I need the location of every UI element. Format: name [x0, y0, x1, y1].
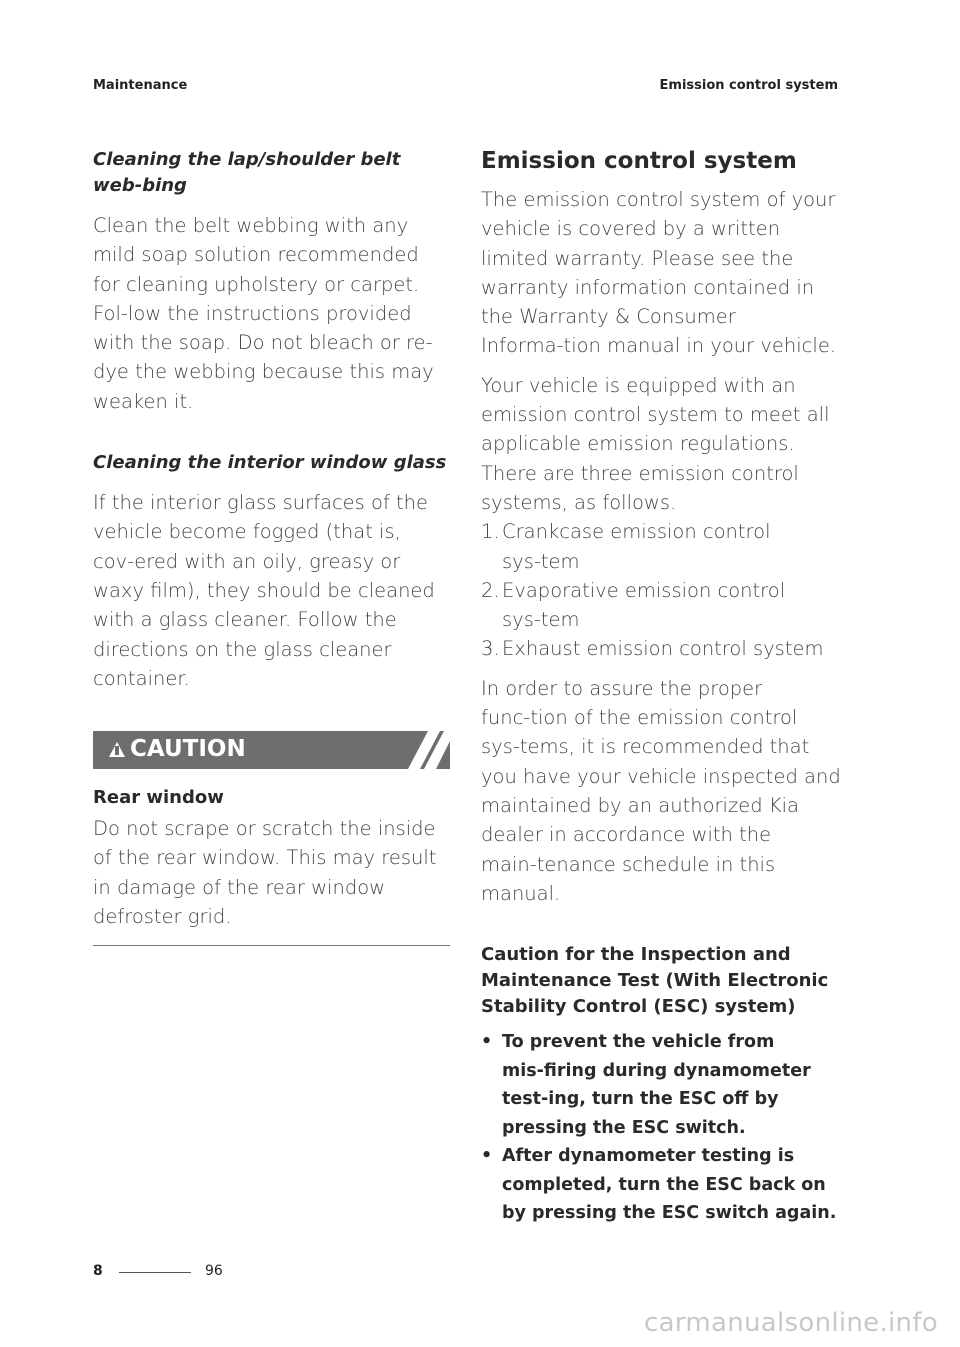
list-item: 1. Crankcase emission control sys‑tem: [481, 520, 771, 573]
heading-esc-caution: Caution for the Inspection and Maintenance Test (With Electronic Stability Control (ESC) system): [481, 944, 829, 1018]
chapter-number: 8: [93, 1263, 103, 1279]
paragraph-warranty: The emission control system of your vehicle is covered by a written limited warranty. Please see the warranty information contained in the Warranty & Consumer Informa‑tion manual in your vehicle.: [481, 188, 837, 358]
page-number: 96: [205, 1263, 223, 1279]
paragraph-equipped: Your vehicle is equipped with an emission control system to meet all applicable emission regulations. There are three emission control systems, as follows.: [481, 373, 830, 514]
heading-emission-control: Emission control system: [481, 148, 797, 174]
list-item: • After dynamometer testing is completed, turn the ESC back on by pressing the ESC switch again.: [481, 1146, 837, 1224]
section-divider: [93, 945, 450, 946]
heading-window-glass: Cleaning the interior window glass: [93, 452, 447, 474]
caution-text: Do not scrape or scratch the inside of the rear window. This may result in damage of the rear window defroster grid.: [93, 817, 437, 929]
left-column: [93, 147, 450, 946]
caution-title: Rear window: [93, 787, 224, 809]
list-item: 2. Evaporative emission control sys‑tem: [481, 578, 786, 632]
emission-systems-list: [481, 517, 841, 663]
caution-label: CAUTION: [130, 736, 246, 763]
caution-banner: [93, 731, 450, 769]
esc-bullet-list: [481, 1028, 841, 1228]
list-item: • To prevent the vehicle from mis‑firing during dynamometer test‑ing, turn the ESC off by pressing the ESC switch.: [481, 1032, 811, 1138]
paragraph-belt-webbing: Clean the belt webbing with any mild soap solution recommended for cleaning upholstery or carpet. Fol‑low the instructions provided with the soap. Do not bleach or re-dye the webbing because this may weaken it.: [93, 214, 434, 413]
watermark: carmanualsonline.info: [643, 1308, 938, 1338]
paragraph-inspection: In order to assure the proper func‑tion of the emission control sys‑tems, it is recommended that you have your vehicle inspected and maintained by an authorized Kia dealer in accordance with the main‑tenance schedule in this manual.: [481, 676, 841, 905]
heading-belt-webbing: Cleaning the lap/shoulder belt web‑bing: [93, 149, 401, 196]
right-column: [481, 147, 841, 1228]
paragraph-window-glass: If the interior glass surfaces of the vehicle become fogged (that is, cov‑ered with an oily, greasy or waxy film), they should be cleaned with a glass cleaner. Follow the directions on the glass cleaner container.: [93, 491, 435, 690]
list-item: 3. Exhaust emission control system: [481, 637, 824, 661]
running-header-title: Emission control system: [659, 78, 838, 93]
footer-divider: [119, 1272, 191, 1273]
running-header-section: Maintenance: [93, 78, 188, 93]
slash-decoration-icon: [388, 731, 450, 769]
